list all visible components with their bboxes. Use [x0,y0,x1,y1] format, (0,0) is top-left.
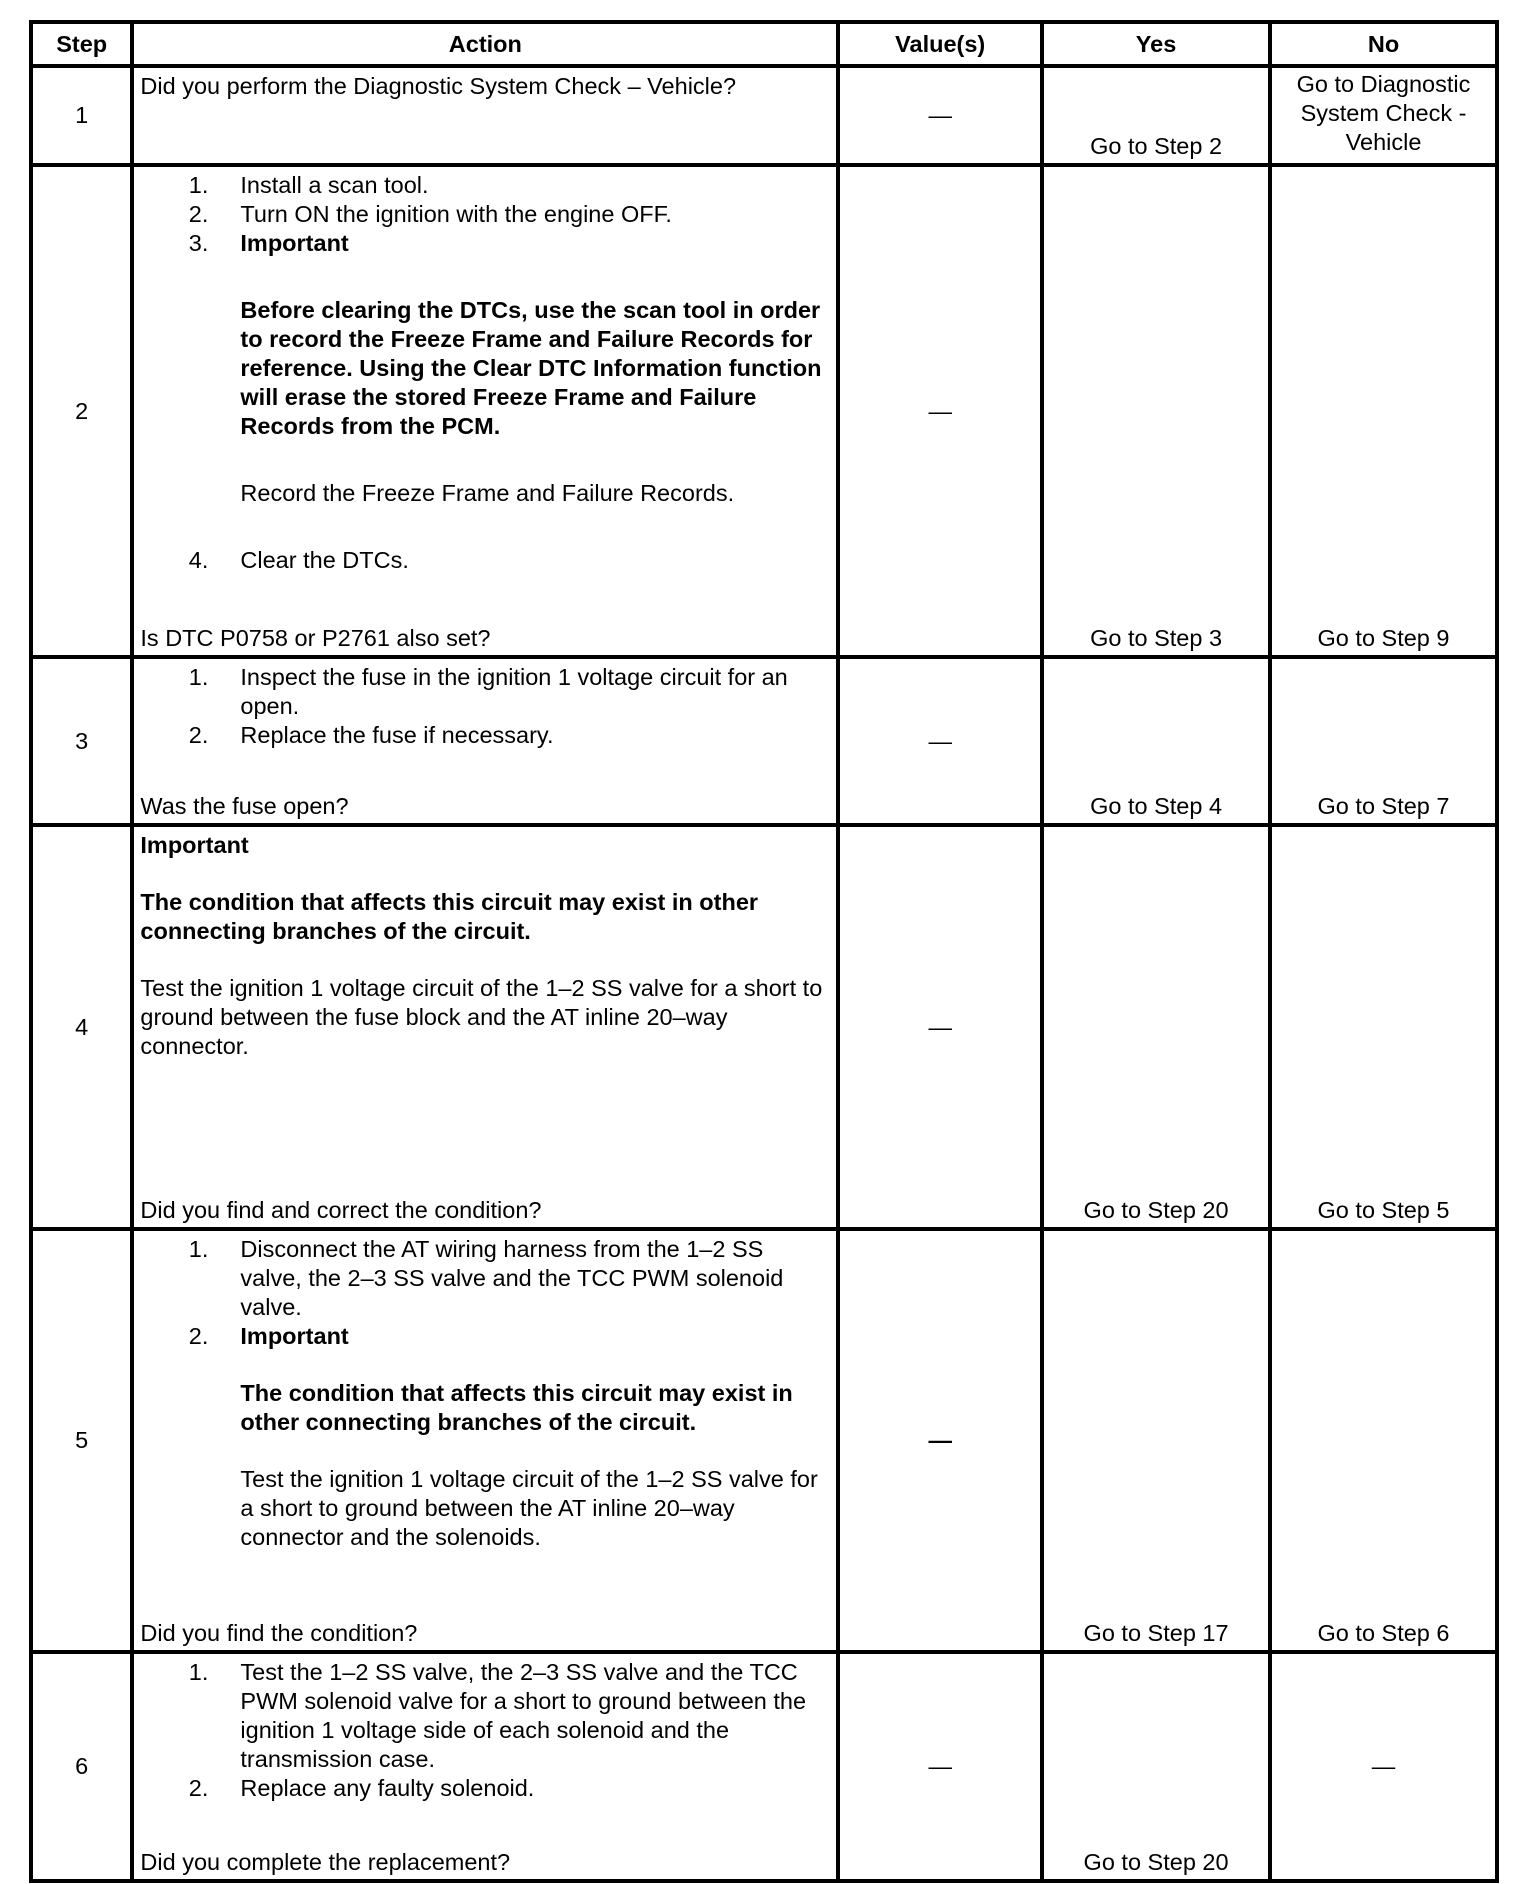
question-text: Did you find and correct the condition? [140,1197,542,1223]
list-item [140,1658,828,1774]
question-text: Did you perform the Diagnostic System Check – Vehicle? [140,73,737,99]
yes-link[interactable]: Go to Step 2 [1042,66,1270,165]
header-no: No [1270,22,1497,66]
step-number: 6 [31,1652,132,1881]
yes-link[interactable]: Go to Step 17 [1042,1229,1270,1652]
list-item [140,663,828,721]
yes-link[interactable]: Go to Step 4 [1042,657,1270,825]
yes-link[interactable]: Go to Step 20 [1042,825,1270,1229]
item-number: 2. [188,1323,209,1349]
action-cell [132,825,838,1229]
step-number: 1 [31,66,132,165]
table-row [31,657,1497,825]
action-cell [132,66,838,165]
list-item [140,721,828,750]
table-row [31,1652,1497,1881]
step-number: 5 [31,1229,132,1652]
important-label: Important [240,1323,349,1349]
header-row [31,22,1497,66]
test-instruction: Test the ignition 1 voltage circuit of the 1–2 SS valve for a short to ground between the AT inline 20–way connector and the solenoids. [240,1466,818,1550]
item-number: 2. [188,722,209,748]
table-row [31,165,1497,657]
no-value: — [1270,1652,1497,1881]
item-text: Inspect the fuse in the ignition 1 voltage circuit for an open. [240,664,788,719]
header-values: Value(s) [838,22,1042,66]
item-number: 4. [188,547,209,573]
important-text: The condition that affects this circuit may exist in other connecting branches of the circuit. [140,889,759,944]
important-label: Important [240,230,349,256]
item-number: 1. [188,664,209,690]
question-text: Was the fuse open? [140,793,349,819]
yes-link[interactable]: Go to Step 3 [1042,165,1270,657]
value-cell: — [838,657,1042,825]
no-link[interactable]: Go to Step 6 [1270,1229,1497,1652]
value-cell: — [838,66,1042,165]
question-text: Did you complete the replacement? [140,1849,511,1875]
step-number: 3 [31,657,132,825]
yes-link[interactable]: Go to Step 20 [1042,1652,1270,1881]
question-text: Did you find the condition? [140,1620,418,1646]
list-item [140,546,828,575]
item-number: 2. [188,201,209,227]
header-yes: Yes [1042,22,1270,66]
important-label: Important [140,832,249,858]
step-number: 4 [31,825,132,1229]
list-item [140,200,828,229]
important-text: Before clearing the DTCs, use the scan tool in order to record the Freeze Frame and Failure Records for reference. Using the Clear DTC Information function will erase the stored Freeze Frame and Failure Records from the PCM. [240,297,822,439]
no-link-line: Go to Diagnostic [1296,71,1471,97]
table-row [31,1229,1497,1652]
no-link[interactable]: Go to Step 7 [1270,657,1497,825]
no-link-line: Vehicle [1345,129,1422,155]
header-step: Step [31,22,132,66]
table-row [31,825,1497,1229]
item-number: 2. [188,1775,209,1801]
header-action: Action [132,22,838,66]
item-text: Clear the DTCs. [240,547,409,573]
list-item [140,171,828,200]
item-number: 1. [188,1236,209,1262]
important-text: The condition that affects this circuit may exist in other connecting branches of the circuit. [240,1380,793,1435]
item-text: Install a scan tool. [240,172,429,198]
test-instruction: Test the ignition 1 voltage circuit of the 1–2 SS valve for a short to ground between the fuse block and the AT inline 20–way connector. [140,975,823,1059]
value-cell: — [838,1652,1042,1881]
diagnostic-table [29,20,1499,1883]
item-number: 3. [188,230,209,256]
action-cell [132,657,838,825]
item-text: Replace any faulty solenoid. [240,1775,535,1801]
item-number: 1. [188,1659,209,1685]
no-link[interactable]: Go to Step 5 [1270,825,1497,1229]
action-cell [132,165,838,657]
list-item [140,229,828,258]
value-cell: — [838,825,1042,1229]
no-link-line: System Check - [1300,100,1467,126]
item-text: Replace the fuse if necessary. [240,722,554,748]
value-cell: — [838,1229,1042,1652]
record-text: Record the Freeze Frame and Failure Records. [240,480,735,506]
list-item [140,1235,828,1322]
list-item [140,1322,828,1351]
question-text: Is DTC P0758 or P2761 also set? [140,625,491,651]
value-cell: — [838,165,1042,657]
no-link[interactable]: Go to Step 9 [1270,165,1497,657]
item-text: Turn ON the ignition with the engine OFF. [240,201,672,227]
item-number: 1. [188,172,209,198]
action-cell [132,1229,838,1652]
step-number: 2 [31,165,132,657]
action-cell [132,1652,838,1881]
item-text: Disconnect the AT wiring harness from the 1–2 SS valve, the 2–3 SS valve and the TCC PWM solenoid valve. [240,1236,784,1320]
item-text: Test the 1–2 SS valve, the 2–3 SS valve and the TCC PWM solenoid valve for a short to ground between the ignition 1 voltage side of each solenoid and the transmission case. [240,1659,807,1772]
no-link[interactable] [1270,66,1497,165]
table-row [31,66,1497,165]
list-item [140,1774,828,1803]
